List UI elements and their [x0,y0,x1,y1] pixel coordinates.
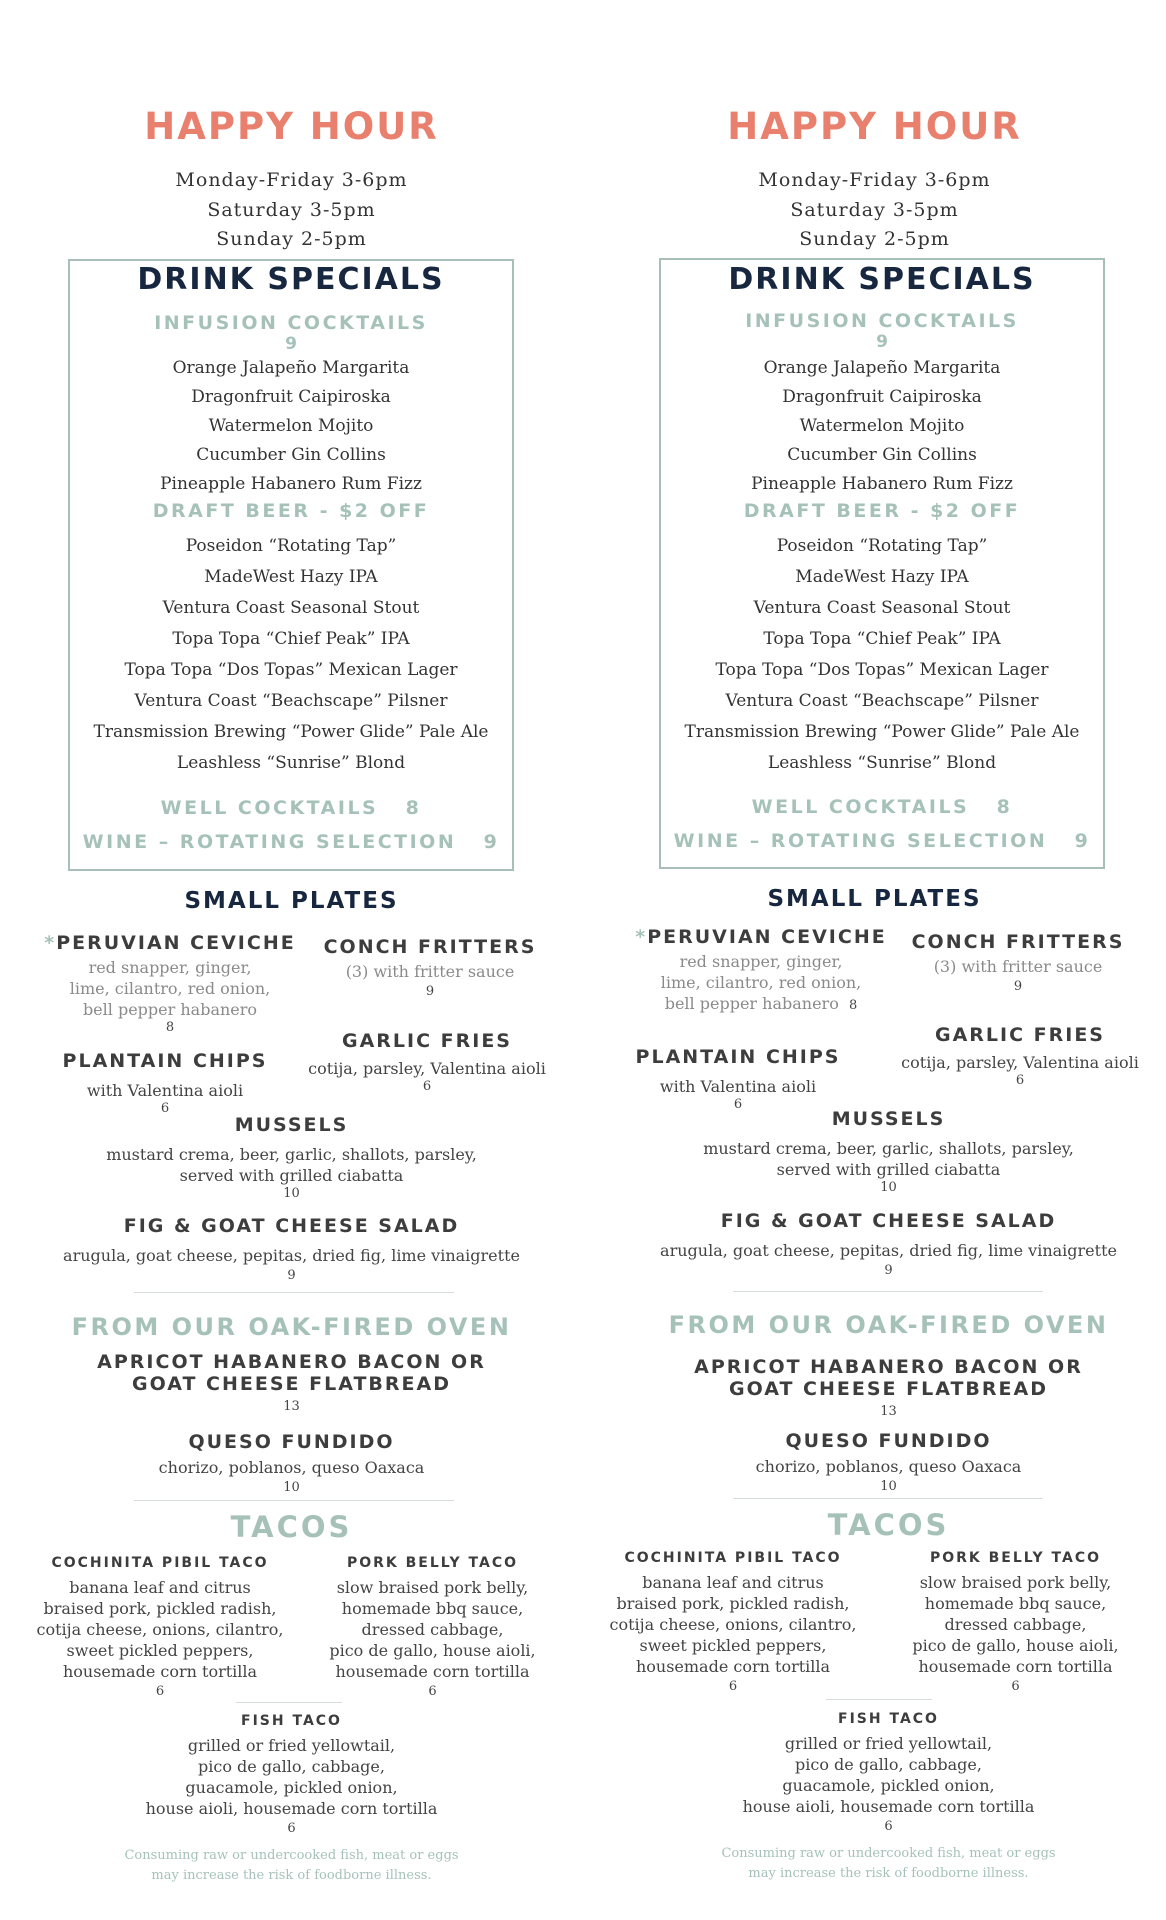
fish-taco-desc: grilled or fried yellowtail, pico de gallo, cabbage, guacamole, pickled onion, house aioli, housemade corn tortilla [145,1736,438,1818]
flatbread-name: APRICOT HABANERO BACON OR GOAT CHEESE FLATBREAD [694,1356,1083,1400]
pork-belly-desc: slow braised pork belly, homemade bbq sauce, dressed cabbage, pico de gallo, house aioli, housemade corn tortilla [912,1573,1119,1676]
ceviche-price: 8 [849,998,858,1013]
queso-item [0,1431,583,1495]
list-item: Dragonfruit Caipiroska [782,387,982,407]
mussels-name: MUSSELS [831,1108,946,1130]
ceviche-name: *PERUVIAN CEVICHE [44,932,296,954]
ceviche-name: *PERUVIAN CEVICHE [635,926,887,948]
hours-saturday: Saturday 3-5pm [207,198,376,221]
queso-desc: chorizo, poblanos, queso Oaxaca [755,1457,1022,1476]
garlic-fries-name: GARLIC FRIES [341,1030,512,1052]
divider [134,1292,454,1293]
cochinita-name: COCHINITA PIBIL TACO [624,1550,842,1566]
fish-taco-price: 6 [287,1821,296,1836]
raw-star-mark: * [44,932,57,954]
plantain-name: PLANTAIN CHIPS [635,1046,841,1068]
cochinita-taco-item [603,1550,863,1694]
flatbread-price: 13 [283,1399,300,1414]
cochinita-taco-item [30,1555,290,1699]
wine-price: 9 [1074,830,1091,852]
salad-price: 9 [884,1263,893,1278]
pork-belly-taco-item [883,1550,1148,1694]
oven-heading: FROM OUR OAK-FIRED OVEN [71,1313,512,1341]
salad-desc: arugula, goat cheese, pepitas, dried fig, lime vinaigrette [63,1246,520,1265]
happy-hour-title: HAPPY HOUR [727,105,1022,148]
list-item: Topa Topa “Chief Peak” IPA [172,629,410,649]
list-item: Orange Jalapeño Margarita [172,358,410,378]
ceviche-price: 8 [165,1020,175,1035]
plantain-name: PLANTAIN CHIPS [62,1050,268,1072]
fish-taco-name: FISH TACO [241,1713,342,1729]
cochinita-desc: banana leaf and citrus braised pork, pickled radish, cotija cheese, onions, cilantro, sweet pickled peppers, housemade corn tortilla [36,1578,284,1681]
conch-item [888,931,1148,994]
garlic-fries-name: GARLIC FRIES [934,1024,1105,1046]
ceviche-item [631,926,891,1016]
list-item: Poseidon “Rotating Tap” [185,536,397,556]
mussels-desc: mustard crema, beer, garlic, shallots, parsley, served with grilled ciabatta [703,1139,1074,1179]
list-item: Cucumber Gin Collins [196,445,386,465]
mussels-item [0,1114,583,1201]
queso-item [597,1430,1166,1494]
list-item: Pineapple Habanero Rum Fizz [160,474,422,494]
flatbread-item [597,1356,1166,1419]
fish-taco-price: 6 [884,1819,893,1834]
fish-taco-item [597,1711,1166,1834]
menu-page-right [583,0,1166,1920]
garlic-fries-item [282,1030,572,1094]
list-item: MadeWest Hazy IPA [795,567,969,587]
fish-taco-desc: grilled or fried yellowtail, pico de gallo, cabbage, guacamole, pickled onion, house aioli, housemade corn tortilla [742,1734,1035,1816]
foodborne-disclaimer: Consuming raw or undercooked fish, meat or eggs may increase the risk of foodborne illness. [124,1848,459,1883]
pork-belly-price: 6 [428,1684,437,1699]
list-item: Watermelon Mojito [799,416,965,436]
list-item: Orange Jalapeño Margarita [763,358,1001,378]
pork-belly-name: PORK BELLY TACO [929,1550,1102,1566]
mussels-desc: mustard crema, beer, garlic, shallots, parsley, served with grilled ciabatta [106,1145,477,1185]
plantain-price: 6 [160,1101,170,1116]
well-cocktails-label: WELL COCKTAILS [160,797,379,819]
drink-specials-title: DRINK SPECIALS [728,262,1036,297]
well-cocktails-price: 8 [405,797,422,819]
foodborne-disclaimer: Consuming raw or undercooked fish, meat or eggs may increase the risk of foodborne illness. [721,1846,1056,1881]
list-item: Leashless “Sunrise” Blond [767,753,997,773]
wine-row [659,830,1105,852]
queso-name: QUESO FUNDIDO [188,1431,395,1453]
ceviche-desc: red snapper, ginger, lime, cilantro, red onion, bell pepper habanero [69,958,271,1019]
list-item: Transmission Brewing “Power Glide” Pale Ale [684,722,1080,742]
ceviche-item [40,932,300,1035]
hours-weekday: Monday-Friday 3-6pm [758,169,991,191]
queso-price: 10 [880,1479,897,1494]
divider [134,1500,454,1501]
plantain-price: 6 [733,1097,743,1112]
flatbread-price: 13 [880,1404,897,1419]
garlic-fries-desc: cotija, parsley, Valentina aioli [901,1053,1139,1072]
happy-hour-times [0,166,583,255]
draft-beer-list [68,531,514,779]
conch-price: 9 [1013,979,1023,994]
list-item: Cucumber Gin Collins [787,445,977,465]
conch-name: CONCH FRITTERS [911,931,1125,953]
fish-taco-item [0,1713,583,1836]
plantain-item [613,1046,863,1112]
hours-sunday: Sunday 2-5pm [216,228,367,250]
mussels-item [597,1108,1166,1195]
list-item: Topa Topa “Dos Topas” Mexican Lager [715,660,1049,680]
salad-item [597,1210,1166,1278]
divider [733,1498,1043,1499]
conch-desc: (3) with fritter sauce [933,957,1103,976]
list-item: Poseidon “Rotating Tap” [776,536,988,556]
salad-item [0,1215,583,1283]
small-plates-heading: SMALL PLATES [767,886,982,912]
raw-star-mark: * [635,926,648,948]
happy-hour-times [583,166,1166,255]
infusion-cocktails-heading: INFUSION COCKTAILS [154,312,428,334]
fish-taco-name: FISH TACO [838,1711,939,1727]
queso-desc: chorizo, poblanos, queso Oaxaca [158,1458,425,1477]
list-item: Ventura Coast “Beachscape” Pilsner [725,691,1039,711]
list-item: Topa Topa “Dos Topas” Mexican Lager [124,660,458,680]
hours-sunday: Sunday 2-5pm [799,228,950,250]
list-item: Pineapple Habanero Rum Fizz [751,474,1013,494]
wine-label: WINE – ROTATING SELECTION [673,830,1048,852]
pork-belly-taco-item [300,1555,565,1699]
tacos-heading: TACOS [827,1508,950,1542]
happy-hour-title: HAPPY HOUR [144,105,439,148]
well-cocktails-label: WELL COCKTAILS [751,796,970,818]
draft-beer-list [659,531,1105,779]
mussels-price: 10 [283,1186,300,1201]
mussels-price: 10 [880,1180,897,1195]
conch-desc: (3) with fritter sauce [345,962,515,981]
wine-row [68,831,514,853]
infusion-cocktails-price: 9 [285,334,297,354]
garlic-fries-desc: cotija, parsley, Valentina aioli [308,1059,546,1078]
divider [826,1699,932,1700]
cochinita-name: COCHINITA PIBIL TACO [51,1555,269,1571]
infusion-cocktails-list [659,354,1105,499]
hours-weekday: Monday-Friday 3-6pm [175,169,408,191]
well-cocktails-row [659,796,1105,818]
flatbread-name: APRICOT HABANERO BACON OR GOAT CHEESE FLATBREAD [97,1351,486,1395]
queso-price: 10 [283,1480,300,1495]
conch-price: 9 [425,984,435,999]
garlic-fries-price: 6 [422,1079,432,1094]
salad-name: FIG & GOAT CHEESE SALAD [123,1215,460,1237]
salad-price: 9 [287,1268,296,1283]
well-cocktails-price: 8 [996,796,1013,818]
list-item: Transmission Brewing “Power Glide” Pale Ale [93,722,489,742]
infusion-cocktails-heading: INFUSION COCKTAILS [745,310,1019,332]
divider [236,1702,342,1703]
hours-saturday: Saturday 3-5pm [790,198,959,221]
garlic-fries-price: 6 [1015,1073,1025,1088]
conch-name: CONCH FRITTERS [323,936,537,958]
wine-price: 9 [483,831,500,853]
garlic-fries-item [875,1024,1165,1088]
ceviche-desc: red snapper, ginger, lime, cilantro, red onion, bell pepper habanero 8 [660,952,862,1013]
conch-item [300,936,560,999]
drink-specials-title: DRINK SPECIALS [137,262,445,297]
cochinita-price: 6 [728,1679,738,1694]
pork-belly-price: 6 [1011,1679,1020,1694]
salad-name: FIG & GOAT CHEESE SALAD [720,1210,1057,1232]
tacos-heading: TACOS [230,1510,353,1544]
flatbread-item [0,1351,583,1414]
draft-beer-heading: DRAFT BEER - $2 OFF [152,500,430,522]
list-item: Watermelon Mojito [208,416,374,436]
list-item: Ventura Coast Seasonal Stout [162,598,420,618]
pork-belly-desc: slow braised pork belly, homemade bbq sauce, dressed cabbage, pico de gallo, house aioli, housemade corn tortilla [329,1578,536,1681]
list-item: MadeWest Hazy IPA [204,567,378,587]
oven-heading: FROM OUR OAK-FIRED OVEN [668,1311,1109,1339]
plantain-item [40,1050,290,1116]
draft-beer-heading: DRAFT BEER - $2 OFF [743,500,1021,522]
list-item: Topa Topa “Chief Peak” IPA [763,629,1001,649]
list-item: Ventura Coast Seasonal Stout [753,598,1011,618]
infusion-cocktails-price: 9 [876,332,888,352]
list-item: Ventura Coast “Beachscape” Pilsner [134,691,448,711]
small-plates-heading: SMALL PLATES [184,888,399,914]
mussels-name: MUSSELS [234,1114,349,1136]
infusion-cocktails-list [68,354,514,499]
wine-label: WINE – ROTATING SELECTION [82,831,457,853]
divider [733,1291,1043,1292]
list-item: Leashless “Sunrise” Blond [176,753,406,773]
queso-name: QUESO FUNDIDO [785,1430,992,1452]
salad-desc: arugula, goat cheese, pepitas, dried fig, lime vinaigrette [660,1241,1117,1260]
plantain-desc: with Valentina aioli [659,1077,817,1096]
cochinita-price: 6 [155,1684,165,1699]
well-cocktails-row [68,797,514,819]
list-item: Dragonfruit Caipiroska [191,387,391,407]
plantain-desc: with Valentina aioli [86,1081,244,1100]
pork-belly-name: PORK BELLY TACO [346,1555,519,1571]
cochinita-desc: banana leaf and citrus braised pork, pickled radish, cotija cheese, onions, cilantro, sweet pickled peppers, housemade corn tortilla [609,1573,857,1676]
